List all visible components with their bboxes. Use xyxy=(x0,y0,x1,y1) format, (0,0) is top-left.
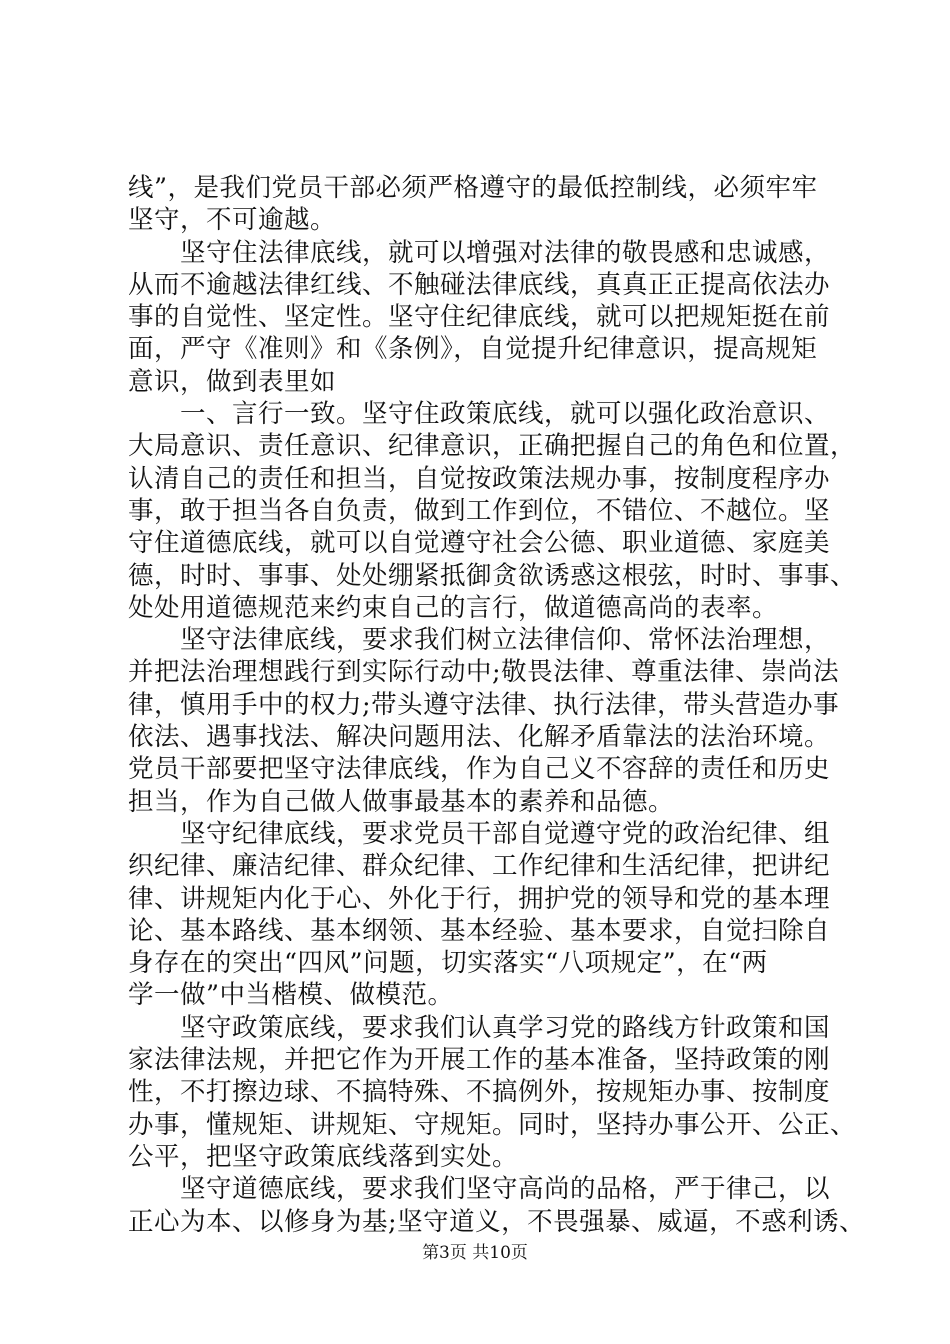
text-line: 身存在的突出“四风”问题，切实落实“八项规定”，在“两 xyxy=(128,948,768,979)
text-line: 线”，是我们党员干部必须严格遵守的最低控制线，必须牢牢 xyxy=(128,173,818,203)
text-line: 大局意识、责任意识、纪律意识，正确把握自己的角色和位置， xyxy=(128,431,857,462)
text-line: 认清自己的责任和担当，自觉按政策法规办事，按制度程序办 xyxy=(128,463,831,494)
text-line: 担当，作为自己做人做事最基本的素养和品德。 xyxy=(128,786,675,817)
text-line: 律、讲规矩内化于心、外化于行，拥护党的领导和党的基本理 xyxy=(128,883,831,914)
text-line: 面，严守《准则》和《条例》，自觉提升纪律意识，提高规矩 xyxy=(128,334,818,365)
text-line: 处处用道德规范来约束自己的言行，做道德高尚的表率。 xyxy=(128,592,779,623)
text-line: 意识，做到表里如 xyxy=(128,366,337,397)
text-line: 织纪律、廉洁纪律、群众纪律、工作纪律和生活纪律，把讲纪 xyxy=(128,851,831,882)
text-line: 律，慎用手中的权力;带头遵守法律、执行法律，带头营造办事 xyxy=(128,689,840,720)
text-line: 办事，懂规矩、讲规矩、守规矩。同时，坚持办事公开、公正、 xyxy=(128,1109,857,1140)
text-line: 公平，把坚守政策底线落到实处。 xyxy=(128,1141,519,1172)
text-line: 坚守道德底线，要求我们坚守高尚的品格，严于律己，以 xyxy=(128,1174,831,1205)
text-line: 家法律法规，并把它作为开展工作的基本准备，坚持政策的刚 xyxy=(128,1045,831,1076)
text-line: 德，时时、事事、处处绷紧抵御贪欲诱惑这根弦，时时、事事、 xyxy=(128,560,857,591)
text-line: 论、基本路线、基本纲领、基本经验、基本要求，自觉扫除自 xyxy=(128,915,831,946)
text-line: 正心为本、以修身为基;坚守道义，不畏强暴、威逼，不惑利诱、 xyxy=(128,1206,866,1237)
text-line: 并把法治理想践行到实际行动中;敬畏法律、尊重法律、崇尚法 xyxy=(128,657,840,688)
text-line: 性，不打擦边球、不搞特殊、不搞例外，按规矩办事、按制度 xyxy=(128,1077,831,1108)
text-line: 党员干部要把坚守法律底线，作为自己义不容辞的责任和历史 xyxy=(128,754,831,785)
text-line: 从而不逾越法律红线、不触碰法律底线，真真正正提高依法办 xyxy=(128,269,831,300)
text-line: 事的自觉性、坚定性。坚守住纪律底线，就可以把规矩挺在前 xyxy=(128,302,831,333)
text-line: 一、言行一致。坚守住政策底线，就可以强化政治意识、 xyxy=(128,399,831,430)
text-line: 事，敢于担当各自负责，做到工作到位，不错位、不越位。坚 xyxy=(128,495,831,526)
text-line: 坚守，不可逾越。 xyxy=(128,205,337,236)
document-body xyxy=(128,172,866,1238)
page-footer: 第3页 共10页 xyxy=(422,1243,528,1263)
text-line: 坚守政策底线，要求我们认真学习党的路线方针政策和国 xyxy=(128,1012,831,1043)
text-line: 坚守纪律底线，要求党员干部自觉遵守党的政治纪律、组 xyxy=(128,818,831,849)
text-line: 坚守法律底线，要求我们树立法律信仰、常怀法治理想， xyxy=(128,625,831,656)
text-line: 学一做”中当楷模、做模范。 xyxy=(128,980,454,1011)
text-line: 守住道德底线，就可以自觉遵守社会公德、职业道德、家庭美 xyxy=(128,528,831,559)
text-line: 依法、遇事找法、解决问题用法、化解矛盾靠法的法治环境。 xyxy=(128,722,831,753)
text-line: 坚守住法律底线，就可以增强对法律的敬畏感和忠诚感， xyxy=(128,237,831,268)
